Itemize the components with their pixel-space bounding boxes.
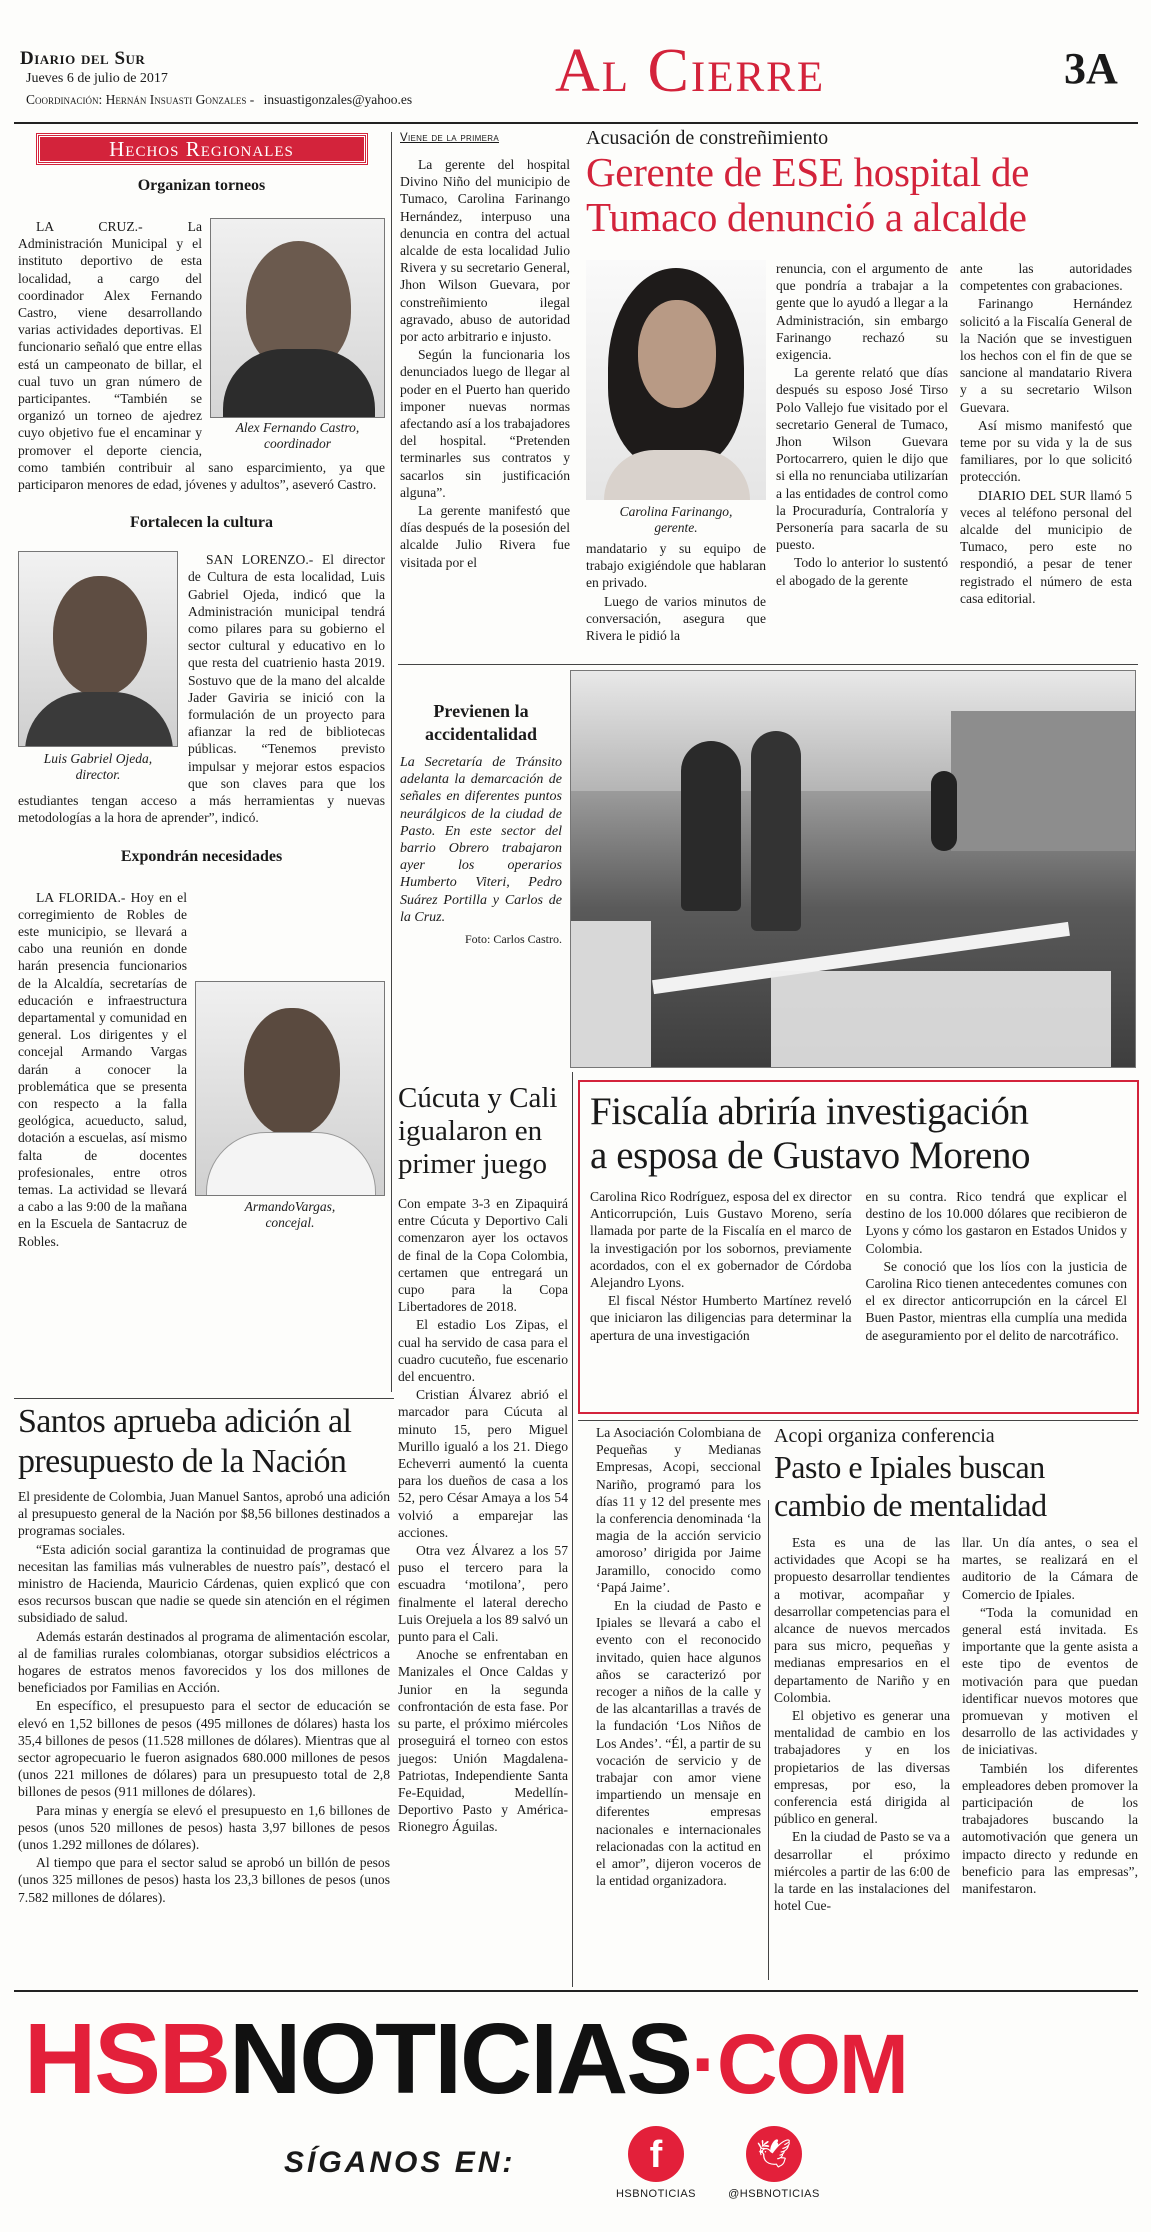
viene-p2: Según la funcionaria los denunciados luego de llegar al poder en el Puerto han querido imponer nuevas normas afectando así a los trabajadores del hospital. “Pretenden terminarles sus contratos y sacarlos sin justificación alguna”. xyxy=(400,347,570,500)
cucuta-headline-3: primer juego xyxy=(398,1148,547,1180)
hsb-advertisement[interactable] xyxy=(14,1996,1138,2222)
previenen-box xyxy=(400,700,562,1050)
hechos-banner xyxy=(37,134,367,164)
ese-article xyxy=(586,126,1138,666)
ese-headline-1: Gerente de ESE hospital de xyxy=(586,149,1030,195)
coordination-label: Coordinación: Hernán Insuasti Gonzales - xyxy=(26,92,255,107)
cucuta-p4: Otra vez Álvarez a los 57 puso el tercero para la escuadra ‘motilona’, pero finalmente el lateral derecho Luis Orejuela a los 89 salvó un punto para el Cali. xyxy=(398,1543,568,1645)
ese-c2p2: La gerente relató que días después su esposo José Tirso Polo Vallejo fue visitado por el secretario General de Tumaco, Jhon Wilson Guevara Portocarrero, quien le dijo que si ella no renunciaba utilizarían a las entidades de control como la Procuraduría, Contraloría y Personería para sacarla de su puesto. xyxy=(776,365,948,553)
santos-article xyxy=(18,1402,390,1982)
cucuta-article xyxy=(398,1082,568,1982)
armando-vargas-photo xyxy=(195,981,385,1196)
acopi-c2p1: llar. Un día antes, o sea el martes, se realizará en el auditorio de la Cámara de Comercio de Ipiales. xyxy=(962,1535,1138,1602)
s1-caption-role: coordinador xyxy=(264,436,331,451)
santos-p1: El presidente de Colombia, Juan Manuel Santos, aprobó una adición al presupuesto general de la Nación por $8,56 billones destinados a programas sociales. xyxy=(18,1489,390,1539)
facebook-icon[interactable]: f xyxy=(628,2126,684,2182)
santos-headline-2: presupuesto de la Nación xyxy=(18,1443,347,1480)
ese-caption-name: Carolina Farinango, xyxy=(619,504,733,519)
luis-ojeda-photo xyxy=(18,551,178,747)
fiscalia-headline-1: Fiscalía abriría investigación xyxy=(590,1090,1029,1133)
ese-c2p3: Todo lo anterior lo sustentó el abogado de la gerente xyxy=(776,555,948,588)
ese-c3p4: DIARIO DEL SUR llamó 5 veces al teléfono personal del alcalde del municipio de Tumaco, pero este no respondió, a pesar de tener registrado el número de esta casa editorial. xyxy=(960,487,1132,606)
s1-caption-name: Alex Fernando Castro, xyxy=(235,420,360,435)
cucuta-p1: Con empate 3-3 en Zipaquirá entre Cúcuta y Deportivo Cali comenzaron ayer los octavos de final de la Copa Colombia, certamen que entregará un cupo para la Copa Libertadores de 2018. xyxy=(398,1196,568,1315)
masthead xyxy=(0,0,1151,130)
coordination-line xyxy=(26,92,412,108)
ese-c3p3: Así mismo manifestó que teme por su vida y la de sus familiares, por lo que solicitó protección. xyxy=(960,417,1132,485)
acopi-c1p2: El objetivo es generar una mentalidad de cambio en los trabajadores y en los propietarios de las diversas empresas, por eso, la conferencia está dirigida al público en general. xyxy=(774,1708,950,1827)
s1-body: LA CRUZ.- La Administración Municipal y el instituto deportivo de esta localidad, a cargo del coordinador Alex Fernando Castro, viene desarrollando varias actividades deportivas. El funcionario señaló que entre ellas está un campeonato de billar, el cual tuvo un gran número de participantes. “También se organizó un torneo de ajedrez cuyo objetivo fue el encaminar y promover el deporte ciencia, como también contribuir al sano esparcimiento, ya que participaron menores de edad, jóvenes y adultos”, aseveró Castro. xyxy=(18,219,385,493)
street-marking-photo xyxy=(570,670,1136,1068)
previenen-credit: Foto: Carlos Castro. xyxy=(464,932,562,947)
cucuta-headline-2: igualaron en xyxy=(398,1115,543,1147)
follow-us-label: SÍGANOS EN: xyxy=(284,2146,516,2179)
hechos-banner-label: Hechos Regionales xyxy=(109,137,294,161)
hechos-regionales xyxy=(18,134,385,1396)
previenen-title-2: accidentalidad xyxy=(424,724,537,744)
carolina-farinango-photo xyxy=(586,260,766,500)
ese-kicker: Acusación de constreñimiento xyxy=(586,127,829,149)
twitter-handle[interactable]: @HSBNOTICIAS xyxy=(728,2188,820,2200)
hsb-logo xyxy=(24,2000,907,2123)
divider-ad-top xyxy=(14,1990,1138,1992)
fiscalia-c1p1: Carolina Rico Rodríguez, esposa del ex director Anticorrupción, Luis Gustavo Moreno, sería llamada por parte de la Fiscalía en el marco de la investigación por los sobornos, previamente acordados, con el ex gobernador de Córdoba Alejandro Lyons. xyxy=(590,1189,852,1291)
fiscalia-c2p1: en su contra. Rico tendrá que explicar el destino de los 10.000 dólares que recibieron de Lyons y cómo los gastaron en Estados Unidos y Colombia. xyxy=(865,1189,1127,1256)
s3-title: Expondrán necesidades xyxy=(120,847,283,865)
previenen-title-1: Previenen la xyxy=(433,701,529,721)
cucuta-p2: El estadio Los Zipas, el cual ha servido de casa para el cuadro cucuteño, fue escenario del encuentro. xyxy=(398,1317,568,1385)
fiscalia-c2p2: Se conoció que los líos con la justicia de Carolina Rico tienen antecedentes comunes con el ex director anticorrupción en la cárcel El Buen Pastor, mientras ella cumplía una medida de aseguramiento por el delito de narcotráfico. xyxy=(865,1258,1127,1343)
issue-date: Jueves 6 de julio de 2017 xyxy=(26,71,168,86)
fiscalia-headline-2: a esposa de Gustavo Moreno xyxy=(590,1134,1031,1177)
acopi-kicker: Acopi organiza conferencia xyxy=(774,1425,995,1447)
ese-headline-2: Tumaco denunció a alcalde xyxy=(586,194,1027,240)
fiscalia-c1p2: El fiscal Néstor Humberto Martínez reveló que iniciaron las diligencias para determinar la apertura de una investigación xyxy=(590,1293,852,1343)
viene-label[interactable]: Viene de la primera xyxy=(400,132,499,144)
divider-acopi xyxy=(768,1500,769,1980)
divider-acopi-top xyxy=(578,1420,1138,1421)
hsb-logo-noticias: NOTICIAS xyxy=(229,2003,691,2115)
divider-left xyxy=(391,132,392,1392)
divider-cucuta xyxy=(572,1072,573,1987)
facebook-handle[interactable]: HSBNOTICIAS xyxy=(615,2188,697,2200)
ese-caption-role: gerente. xyxy=(654,520,698,535)
s3-body: LA FLORIDA.- Hoy en el corregimiento de Robles de este municipio, se llevará a cabo una reunión en donde harán presencia funcionarios de la Alcaldía, secretarías de educación e infraestructura departamental y comunidad en general. Los dirigentes y el concejal Armando Vargas darán a conocer la problemática que se presenta con respecto a la falla geológica, acueducto, salud, dotación a escuelas, así mismo falta de docentes profesionales, entre otros temas. La actividad se llevará a cabo a las 9:00 de la mañana en la Escuela de Santacruz de Robles. xyxy=(18,889,187,1249)
page-number: 3A xyxy=(1064,44,1118,93)
santos-p6: Al tiempo que para el sector salud se aprobó un billón de pesos (unos 325 millones de pesos) hasta los 23,3 billones de pesos (unos 7.582 millones de dólares). xyxy=(18,1855,390,1905)
acopi-c1p3: En la ciudad de Pasto se va a desarrollar el próximo miércoles a partir de las 6:00 de la tarde en las instalaciones del hotel Cue- xyxy=(774,1829,950,1914)
ese-c3p2: Farinango Hernández solicitó a la Fiscalía General de la Nación que se investiguen los hechos con el fin de que se sancione al mandatario Rivera y a su secretario Wilson Guevara. xyxy=(960,296,1132,415)
viene-p3: La gerente manifestó que días después de la posesión del alcalde Julio Rivera fue visitada por el xyxy=(400,503,570,570)
hsb-logo-hsb: HSB xyxy=(24,2003,230,2115)
cucuta-p3: Cristian Álvarez abrió el marcador para Cúcuta al minuto 15, pero Miguel Murillo igualó a los 21. Diego Echeverri aumentó la cuenta para los dueños de casa a los 52, pero César Amaya a los 54 volvió a emparejar las acciones. xyxy=(398,1387,568,1540)
s2-caption-role: director. xyxy=(75,767,121,783)
acopi-left-p1: La Asociación Colombiana de Pequeñas y Medianas Empresas, Acopi, seccional Nariño, programó para los días 11 y 12 del presente mes la conferencia denominada ‘la magia de la acción servicio amoroso’ dirigida por Jaime Jaramillo, conocido como ‘Papá Jaime’. xyxy=(596,1425,761,1595)
s3-caption-name: ArmandoVargas, xyxy=(244,1198,336,1214)
cucuta-headline-1: Cúcuta y Cali xyxy=(398,1082,558,1114)
santos-p2: “Esta adición social garantiza la continuidad de programas que necesitan las familias más vulnerables de nuestro país”, destacó el ministro de Hacienda, Mauricio Cárdenas, quien explicó que con esos recursos buscan que nadie se quede sin atención en el régimen subsidiado de salud. xyxy=(18,1541,390,1626)
section-title: Al Cierre xyxy=(555,37,826,105)
hsb-logo-com: ·COM xyxy=(690,2017,907,2111)
viene-p1: La gerente del hospital Divino Niño del municipio de Tumaco, Carolina Farinango Hernández, interpuso una denuncia en contra del actual alcalde de esta localidad Julio Rivera y su secretario General, Jhon Wilson Guevara, por constreñimiento ilegal agravado, abuso de autoridad por acto arbitrario e injusto. xyxy=(400,157,570,345)
divider-ese-bottom xyxy=(398,664,1138,665)
s2-title: Fortalecen la cultura xyxy=(129,514,274,532)
acopi-headline-2: cambio de mentalidad xyxy=(774,1487,1047,1523)
acopi-headline-1: Pasto e Ipiales buscan xyxy=(774,1449,1045,1485)
cucuta-p5: Anoche se enfrentaban en Manizales el Once Caldas y Junior en la segunda confrontación de esta fase. Por su parte, el próximo miércoles proseguirá el torneo con estos juegos: Unión Magdalena-Patriotas, Independiente Santa Fe-Equidad, Medellín-Deportivo Pasto y América-Rionegro Águilas. xyxy=(398,1647,568,1835)
twitter-icon[interactable]: 🕊 xyxy=(746,2126,802,2182)
acopi-c2p3: También los diferentes empleadores deben promover la participación de los trabajadores buscando la automotivación que genera un impacto directo y redunde en beneficio para las empresas”, manifestaron. xyxy=(962,1760,1138,1897)
santos-headline-1: Santos aprueba adición al xyxy=(18,1403,352,1440)
s1-title: Organizan torneos xyxy=(137,177,266,194)
s2-body: SAN LORENZO.- El director de Cultura de esta localidad, Luis Gabriel Ojeda, indicó que la Administración municipal tendrá como pilares para su gobierno el sector cultural y educativo en lo que resta del cuatrienio hasta 2019. Sostuvo que de la mano del alcalde Jader Gaviria se inició con la formulación de un proyecto para afianzar la red de bibliotecas públicas. “Tenemos previsto impulsar y mejorar estos espacios que son claves para que los estudiantes tengan acceso a más herramientas y nuevas metodologías a la hora de aprender”, indicó. xyxy=(18,552,385,826)
viene-de-la-primera xyxy=(400,132,570,662)
fiscalia-article xyxy=(578,1080,1139,1414)
alex-castro-photo xyxy=(210,218,385,418)
acopi-c1p1: Esta es una de las actividades que Acopi se ha propuesto desarrollar tendientes a motivar, acompañar y desarrollar competencias para el alcance de nuevos mercados para sus micro, pequeñas y medianas empresarios en el departamento de Nariño y en Colombia. xyxy=(774,1535,950,1705)
ese-c1p1: mandatario y su equipo de trabajo exigiéndole que hablaran en privado. xyxy=(586,541,766,591)
acopi-c2p2: “Toda la comunidad en general está invitada. Es importante que la gente asista a este tipo de eventos de motivación para que puedan identificar nuevos motores que promuevan y motiven el desarrollo de las actividades y de iniciativas. xyxy=(962,1604,1138,1758)
divider-santos-top xyxy=(14,1398,394,1399)
s3-caption-role: concejal. xyxy=(265,1214,315,1230)
santos-p4: En específico, el presupuesto para el sector de educación se elevó en 1,52 billones de pesos (495 millones de dólares) hasta los 35,4 billones de pesos (11.528 millones de dólares). Mientras que al sector agropecuario le fueron asignados 680.000 millones de pesos (unos 221 millones de dólares) para un presupuesto total de 2,8 billones de pesos (911 millones de dólares). xyxy=(18,1698,390,1800)
s2-caption-name: Luis Gabriel Ojeda, xyxy=(43,751,153,767)
masthead-rule xyxy=(14,122,1138,124)
brand-logo: Diario del Sur xyxy=(20,48,146,69)
ese-c2p1: renuncia, con el argumento de que pondría a trabajar a la gente que lo ayudó a llegar a la Administración, sin embargo Farinango rechazó su exigencia. xyxy=(776,261,948,363)
acopi-intro xyxy=(596,1424,761,1984)
acopi-article xyxy=(774,1424,1138,1984)
email-link[interactable]: insuastigonzales@yahoo.es xyxy=(263,92,413,107)
ese-c1p2: Luego de varios minutos de conversación, asegura que Rivera le pidió la xyxy=(586,593,766,644)
santos-p5: Para minas y energía se elevó el presupuesto en 1,6 billones de pesos (unos 520 millones de pesos) hasta 3,97 billones de pesos (unos 1.292 millones de dólares). xyxy=(18,1802,390,1853)
ese-c3p1: ante las autoridades competentes con grabaciones. xyxy=(960,261,1132,294)
santos-p3: Además estarán destinados al programa de alimentación escolar, al de familias rurales colombianas, otorgar subsidios eléctricos a hogares de estratos menos favorecidos y los dos millones de beneficiados por Familias en Acción. xyxy=(18,1628,390,1696)
previenen-body: La Secretaría de Tránsito adelanta la demarcación de señales en diferentes puntos neurálgicos de la ciudad de Pasto. En este sector del barrio Obrero trabajaron ayer los operarios Humberto Viteri, Pedro Suárez Portilla y Carlos de la Cruz. xyxy=(400,755,562,925)
acopi-left-p2: En la ciudad de Pasto e Ipiales se llevará a cabo el evento con el reconocido invitado, quien hace algunos años se caracterizó por recoger a niños de la calle y de las alcantarillas a través de la fundación ‘Los Niños de Los Andes’. “Él, a partir de su vocación de servicio y de trabajar con amor viene impartiendo un mensaje en diferentes empresas nacionales e internacionales relacionadas con la actitud en el amor”, dijeron voceros de la entidad organizadora. xyxy=(596,1598,761,1889)
